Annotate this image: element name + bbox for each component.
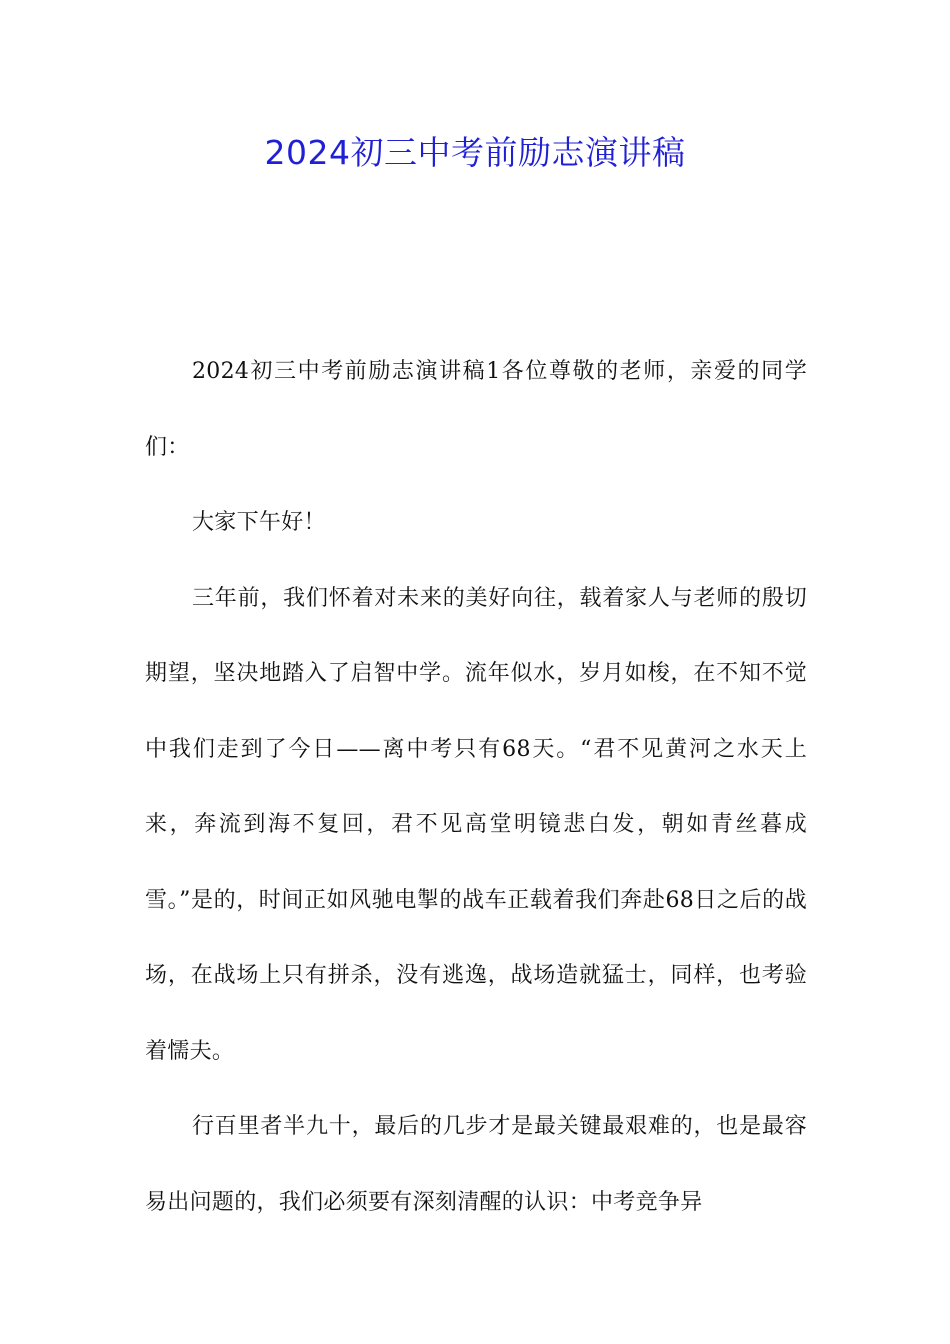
document-body [145,334,807,1240]
paragraph-salutation: 大家下午好！ [192,510,326,535]
paragraph-greeting: 2024初三中考前励志演讲稿1各位尊敬的老师，亲爱的同学们： [145,359,807,460]
paragraph-three-years-ago: 三年前，我们怀着对未来的美好向往，载着家人与老师的殷切期望，坚决地踏入了启智中学。流年似水，岁月如梭，在不知不觉中我们走到了今日——离中考只有68天。“君不见黄河之水天上来，奔流到海不复回，君不见高堂明镜悲白发，朝如青丝暮成雪。”是的，时间正如风驰电掣的战车正载着我们奔赴68日之后的战场，在战场上只有拼杀，没有逃逸，战场造就猛士，同样，也考验着懦夫。 [145,585,807,1064]
paragraph-final-steps: 行百里者半九十，最后的几步才是最关键最艰难的，也是最容易出问题的，我们必须要有深刻清醒的认识：中考竞争异 [145,1114,807,1215]
document-title: 2024初三中考前励志演讲稿 [264,133,686,172]
